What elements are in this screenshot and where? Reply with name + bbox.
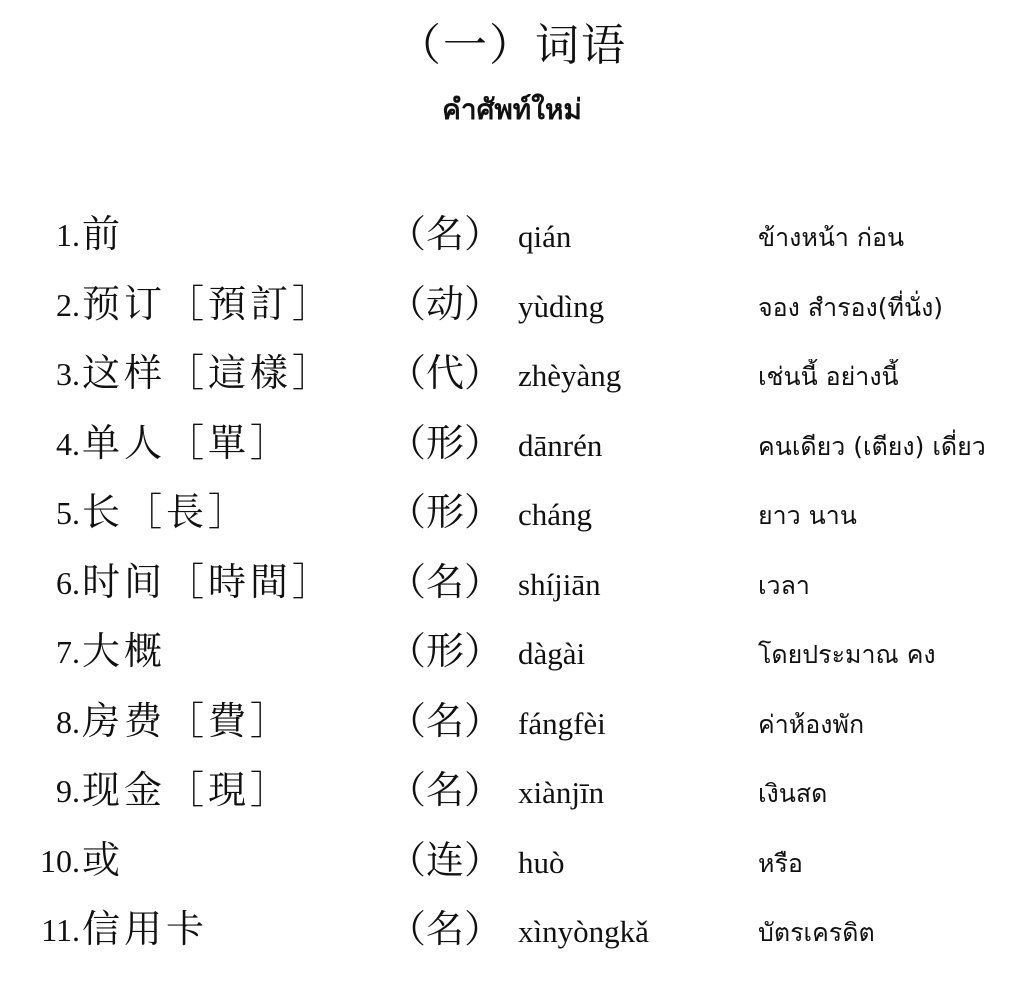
chinese-word bbox=[82, 698, 292, 744]
pinyin: yùdìng bbox=[518, 288, 605, 324]
pinyin: xìnyòngkǎ bbox=[518, 914, 649, 949]
part-of-speech: （名） bbox=[388, 698, 503, 743]
traditional-form: ［長］ bbox=[124, 490, 251, 534]
vocab-row bbox=[0, 622, 1024, 692]
simplified-word: 前 bbox=[82, 212, 125, 256]
pinyin: qián bbox=[518, 219, 572, 254]
vocab-row bbox=[0, 414, 1024, 484]
simplified-word: 这样 bbox=[82, 351, 167, 395]
traditional-form: ［費］ bbox=[166, 698, 293, 743]
part-of-speech: （名） bbox=[388, 768, 503, 812]
chinese-word bbox=[82, 628, 166, 674]
thai-translation: บัตรเครดิต bbox=[758, 918, 875, 947]
vocab-row bbox=[0, 344, 1024, 414]
vocab-row bbox=[0, 483, 1024, 553]
page-subtitle: คำศัพท์ใหม่ bbox=[442, 93, 582, 126]
traditional-form: ［預訂］ bbox=[166, 281, 335, 326]
item-number: 6. bbox=[56, 564, 80, 601]
chinese-word bbox=[82, 350, 334, 396]
part-of-speech: （代） bbox=[388, 351, 503, 395]
pinyin: cháng bbox=[518, 497, 593, 532]
simplified-word: 房费 bbox=[82, 698, 167, 743]
simplified-word: 大概 bbox=[82, 629, 167, 673]
part-of-speech: （名） bbox=[388, 907, 503, 951]
vocab-row bbox=[0, 761, 1024, 831]
traditional-form: ［時間］ bbox=[166, 559, 335, 604]
vocab-row bbox=[0, 692, 1024, 762]
vocab-row bbox=[0, 553, 1024, 623]
part-of-speech: （动） bbox=[388, 281, 503, 326]
traditional-form: ［單］ bbox=[166, 420, 293, 465]
pinyin: fángfèi bbox=[518, 705, 606, 741]
item-number: 7. bbox=[56, 634, 80, 670]
simplified-word: 长 bbox=[82, 490, 125, 534]
pinyin: dàgài bbox=[518, 636, 586, 671]
thai-translation: หรือ bbox=[758, 848, 803, 878]
item-number: 8. bbox=[56, 703, 80, 740]
chinese-word bbox=[82, 489, 250, 535]
part-of-speech: （形） bbox=[388, 490, 503, 534]
pinyin: huò bbox=[518, 844, 565, 880]
thai-translation: จอง สำรอง(ที่นั่ง) bbox=[758, 292, 944, 322]
pinyin: dānrén bbox=[518, 427, 603, 463]
thai-translation: ยาว นาน bbox=[758, 501, 857, 530]
page-title: （一）词语 bbox=[397, 20, 627, 71]
item-number: 3. bbox=[56, 356, 80, 392]
chinese-word bbox=[82, 767, 292, 813]
item-number: 9. bbox=[56, 773, 80, 809]
thai-translation: เช่นนี้ อย่างนี้ bbox=[758, 362, 899, 391]
thai-translation: คนเดียว (เตียง) เดี่ยว bbox=[758, 431, 986, 461]
chinese-word bbox=[82, 211, 124, 257]
pinyin: shíjiān bbox=[518, 566, 601, 602]
vocab-row bbox=[0, 275, 1024, 345]
item-number: 1. bbox=[56, 217, 80, 253]
thai-translation: เงินสด bbox=[758, 779, 828, 808]
pinyin: xiànjīn bbox=[518, 775, 605, 810]
simplified-word: 信用卡 bbox=[82, 907, 209, 951]
chinese-word bbox=[82, 281, 334, 327]
chinese-word bbox=[82, 906, 208, 952]
simplified-word: 预订 bbox=[82, 281, 167, 326]
item-number: 2. bbox=[56, 286, 80, 323]
thai-translation: ค่าห้องพัก bbox=[758, 709, 865, 739]
chinese-word bbox=[82, 559, 334, 605]
simplified-word: 时间 bbox=[82, 559, 167, 604]
vocab-row bbox=[0, 205, 1024, 275]
item-number: 11. bbox=[41, 912, 80, 948]
part-of-speech: （连） bbox=[388, 837, 503, 882]
item-number: 4. bbox=[56, 425, 80, 462]
simplified-word: 或 bbox=[82, 837, 125, 882]
part-of-speech: （名） bbox=[388, 212, 503, 256]
part-of-speech: （名） bbox=[388, 559, 503, 604]
vocab-list bbox=[0, 205, 1024, 970]
part-of-speech: （形） bbox=[388, 629, 503, 673]
part-of-speech: （形） bbox=[388, 420, 503, 465]
simplified-word: 现金 bbox=[82, 768, 167, 812]
pinyin: zhèyàng bbox=[518, 358, 622, 393]
item-number: 10. bbox=[40, 842, 80, 879]
simplified-word: 单人 bbox=[82, 420, 167, 465]
chinese-word bbox=[82, 420, 292, 466]
vocab-row bbox=[0, 900, 1024, 970]
chinese-word bbox=[82, 837, 124, 883]
item-number: 5. bbox=[56, 495, 80, 531]
thai-translation: ข้างหน้า ก่อน bbox=[758, 223, 905, 252]
traditional-form: ［現］ bbox=[166, 768, 293, 812]
traditional-form: ［這樣］ bbox=[166, 351, 335, 395]
thai-translation: โดยประมาณ คง bbox=[758, 640, 936, 669]
vocab-row bbox=[0, 831, 1024, 901]
thai-translation: เวลา bbox=[758, 570, 810, 600]
